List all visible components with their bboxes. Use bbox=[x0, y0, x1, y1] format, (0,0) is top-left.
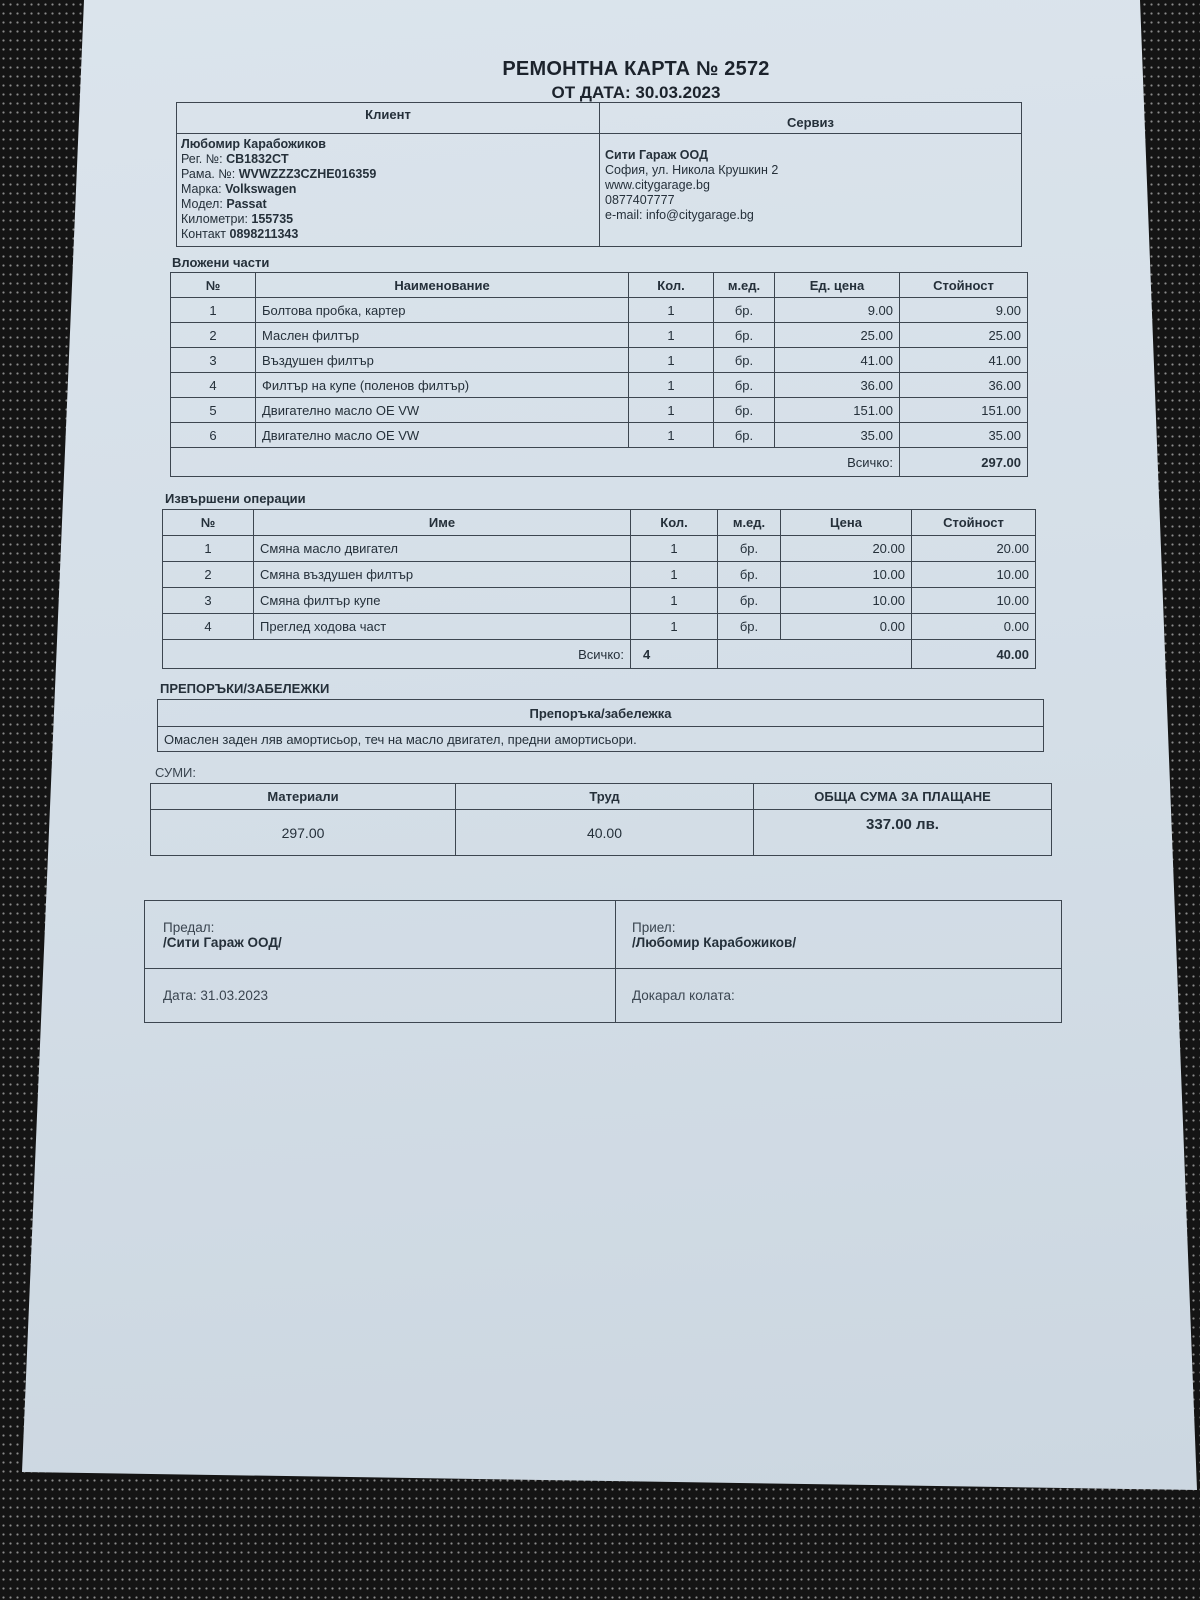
col-unit-price: Ед. цена bbox=[775, 273, 900, 298]
make-value: Volkswagen bbox=[225, 182, 297, 196]
row-qty: 1 bbox=[629, 373, 714, 398]
col-total: Стойност bbox=[900, 273, 1028, 298]
row-total: 41.00 bbox=[900, 348, 1028, 373]
labor-value: 40.00 bbox=[456, 810, 754, 856]
received-value: /Любомир Карабожиков/ bbox=[632, 934, 797, 950]
handed-cell bbox=[145, 901, 616, 969]
row-no: 2 bbox=[163, 562, 254, 588]
row-total: 35.00 bbox=[900, 423, 1028, 448]
sums-table bbox=[150, 783, 1052, 856]
row-unit: бр. bbox=[714, 398, 775, 423]
operations-total-label: Всичко: bbox=[163, 640, 631, 669]
km-label: Километри: bbox=[181, 212, 248, 226]
client-name: Любомир Карабожиков bbox=[181, 137, 326, 151]
row-price: 10.00 bbox=[781, 588, 912, 614]
row-name: Смяна филтър купе bbox=[254, 588, 631, 614]
col-no: № bbox=[171, 273, 256, 298]
model-value: Passat bbox=[226, 197, 267, 211]
parts-total-label: Всичко: bbox=[171, 448, 900, 477]
service-header: Сервиз bbox=[600, 103, 1022, 134]
table-row bbox=[171, 348, 1028, 373]
row-unit: бр. bbox=[714, 298, 775, 323]
km-value: 155735 bbox=[251, 212, 294, 226]
row-no: 2 bbox=[171, 323, 256, 348]
row-price: 25.00 bbox=[775, 323, 900, 348]
row-name: Смяна въздушен филтър bbox=[254, 562, 631, 588]
operations-table bbox=[162, 509, 1036, 669]
client-reg-row bbox=[181, 152, 595, 167]
labor-label: Труд bbox=[456, 784, 754, 810]
materials-label: Материали bbox=[151, 784, 456, 810]
contact-label: Контакт bbox=[181, 227, 227, 241]
row-name: Смяна масло двигател bbox=[254, 536, 631, 562]
operations-total-row bbox=[163, 640, 1036, 669]
vin-value: WVWZZZ3CZHE016359 bbox=[238, 167, 377, 181]
notes-section-title: ПРЕПОРЪКИ/ЗАБЕЛЕЖКИ bbox=[160, 681, 330, 696]
row-no: 1 bbox=[163, 536, 254, 562]
row-unit: бр. bbox=[714, 348, 775, 373]
row-name: Двигателно масло OE VW bbox=[256, 423, 629, 448]
client-vin-row bbox=[181, 167, 595, 182]
table-row bbox=[163, 614, 1036, 640]
row-name: Въздушен филтър bbox=[256, 348, 629, 373]
row-total: 151.00 bbox=[900, 398, 1028, 423]
contact-value: 0898211343 bbox=[229, 227, 299, 241]
parts-section-title: Вложени части bbox=[172, 255, 270, 270]
client-contact-row bbox=[181, 227, 595, 242]
col-unit: м.ед. bbox=[718, 510, 781, 536]
row-price: 9.00 bbox=[775, 298, 900, 323]
col-total: Стойност bbox=[912, 510, 1036, 536]
service-website: www.citygarage.bg bbox=[605, 178, 710, 192]
client-make-row bbox=[181, 182, 595, 197]
col-name: Наименование bbox=[256, 273, 629, 298]
service-address: София, ул. Никола Крушкин 2 bbox=[605, 163, 779, 177]
client-details bbox=[177, 134, 600, 247]
col-unit: м.ед. bbox=[714, 273, 775, 298]
parts-total-value: 297.00 bbox=[900, 448, 1028, 477]
reg-label: Рег. №: bbox=[181, 152, 223, 166]
table-row bbox=[163, 562, 1036, 588]
row-total: 25.00 bbox=[900, 323, 1028, 348]
row-qty: 1 bbox=[629, 423, 714, 448]
row-total: 10.00 bbox=[912, 562, 1036, 588]
row-price: 151.00 bbox=[775, 398, 900, 423]
service-name: Сити Гараж ООД bbox=[605, 148, 708, 162]
row-qty: 1 bbox=[629, 348, 714, 373]
reg-value: CB1832CT bbox=[226, 152, 289, 166]
notes-table bbox=[157, 699, 1044, 752]
make-label: Марка: bbox=[181, 182, 222, 196]
row-name: Маслен филтър bbox=[256, 323, 629, 348]
row-total: 9.00 bbox=[900, 298, 1028, 323]
grand-total-value: 337.00 лв. bbox=[754, 810, 1052, 856]
row-total: 0.00 bbox=[912, 614, 1036, 640]
row-unit: бр. bbox=[718, 588, 781, 614]
row-no: 1 bbox=[171, 298, 256, 323]
operations-section-title: Извършени операции bbox=[165, 491, 306, 506]
row-no: 4 bbox=[163, 614, 254, 640]
row-qty: 1 bbox=[631, 536, 718, 562]
row-price: 35.00 bbox=[775, 423, 900, 448]
sums-section-title: СУМИ: bbox=[155, 765, 196, 780]
row-unit: бр. bbox=[714, 373, 775, 398]
service-phone: 0877407777 bbox=[605, 193, 675, 207]
col-name: Име bbox=[254, 510, 631, 536]
operations-header-row bbox=[163, 510, 1036, 536]
row-qty: 1 bbox=[631, 614, 718, 640]
table-row bbox=[163, 536, 1036, 562]
row-price: 36.00 bbox=[775, 373, 900, 398]
row-name: Болтова пробка, картер bbox=[256, 298, 629, 323]
received-cell bbox=[616, 901, 1062, 969]
col-qty: Кол. bbox=[629, 273, 714, 298]
operations-total-empty bbox=[718, 640, 912, 669]
handover-date: Дата: 31.03.2023 bbox=[145, 969, 616, 1023]
row-price: 41.00 bbox=[775, 348, 900, 373]
row-price: 10.00 bbox=[781, 562, 912, 588]
client-service-table bbox=[176, 102, 1022, 247]
handed-label: Предал: bbox=[163, 919, 215, 935]
client-header: Клиент bbox=[177, 103, 600, 134]
row-price: 0.00 bbox=[781, 614, 912, 640]
row-name: Филтър на купе (поленов филтър) bbox=[256, 373, 629, 398]
row-no: 4 bbox=[171, 373, 256, 398]
col-no: № bbox=[163, 510, 254, 536]
row-name: Преглед ходова част bbox=[254, 614, 631, 640]
notes-text: Омаслен заден ляв амортисьор, теч на масло двигател, предни амортисьори. bbox=[158, 727, 1044, 752]
row-no: 3 bbox=[171, 348, 256, 373]
row-name: Двигателно масло OE VW bbox=[256, 398, 629, 423]
row-price: 20.00 bbox=[781, 536, 912, 562]
row-no: 3 bbox=[163, 588, 254, 614]
parts-total-row bbox=[171, 448, 1028, 477]
row-total: 36.00 bbox=[900, 373, 1028, 398]
row-unit: бр. bbox=[714, 323, 775, 348]
client-model-row bbox=[181, 197, 595, 212]
row-total: 20.00 bbox=[912, 536, 1036, 562]
brought-car-label: Докарал колата: bbox=[616, 969, 1062, 1023]
parts-header-row bbox=[171, 273, 1028, 298]
client-km-row bbox=[181, 212, 595, 227]
row-total: 10.00 bbox=[912, 588, 1036, 614]
row-unit: бр. bbox=[718, 536, 781, 562]
service-details bbox=[600, 134, 1022, 247]
vin-label: Рама. №: bbox=[181, 167, 236, 181]
service-email: e-mail: info@citygarage.bg bbox=[605, 208, 754, 222]
signatures-table bbox=[144, 900, 1062, 1023]
row-qty: 1 bbox=[629, 398, 714, 423]
table-row bbox=[163, 588, 1036, 614]
table-row bbox=[171, 373, 1028, 398]
row-no: 5 bbox=[171, 398, 256, 423]
col-price: Цена bbox=[781, 510, 912, 536]
model-label: Модел: bbox=[181, 197, 223, 211]
document-date: ОТ ДАТА: 30.03.2023 bbox=[551, 83, 721, 102]
document-title: РЕМОНТНА КАРТА № 2572 bbox=[502, 58, 770, 80]
handed-value: /Сити Гараж ООД/ bbox=[163, 934, 282, 950]
table-row bbox=[171, 423, 1028, 448]
row-qty: 1 bbox=[631, 588, 718, 614]
notes-header: Препоръка/забележка bbox=[158, 700, 1044, 727]
received-label: Приел: bbox=[632, 919, 676, 935]
row-unit: бр. bbox=[718, 614, 781, 640]
table-row bbox=[171, 398, 1028, 423]
row-unit: бр. bbox=[714, 423, 775, 448]
row-qty: 1 bbox=[629, 298, 714, 323]
row-qty: 1 bbox=[631, 562, 718, 588]
row-no: 6 bbox=[171, 423, 256, 448]
materials-value: 297.00 bbox=[151, 810, 456, 856]
row-qty: 1 bbox=[629, 323, 714, 348]
grand-total-label: ОБЩА СУМА ЗА ПЛАЩАНЕ bbox=[754, 784, 1052, 810]
table-row bbox=[171, 323, 1028, 348]
table-row bbox=[171, 298, 1028, 323]
operations-total-qty: 4 bbox=[631, 640, 718, 669]
operations-total-value: 40.00 bbox=[912, 640, 1036, 669]
parts-table bbox=[170, 272, 1028, 477]
row-unit: бр. bbox=[718, 562, 781, 588]
col-qty: Кол. bbox=[631, 510, 718, 536]
